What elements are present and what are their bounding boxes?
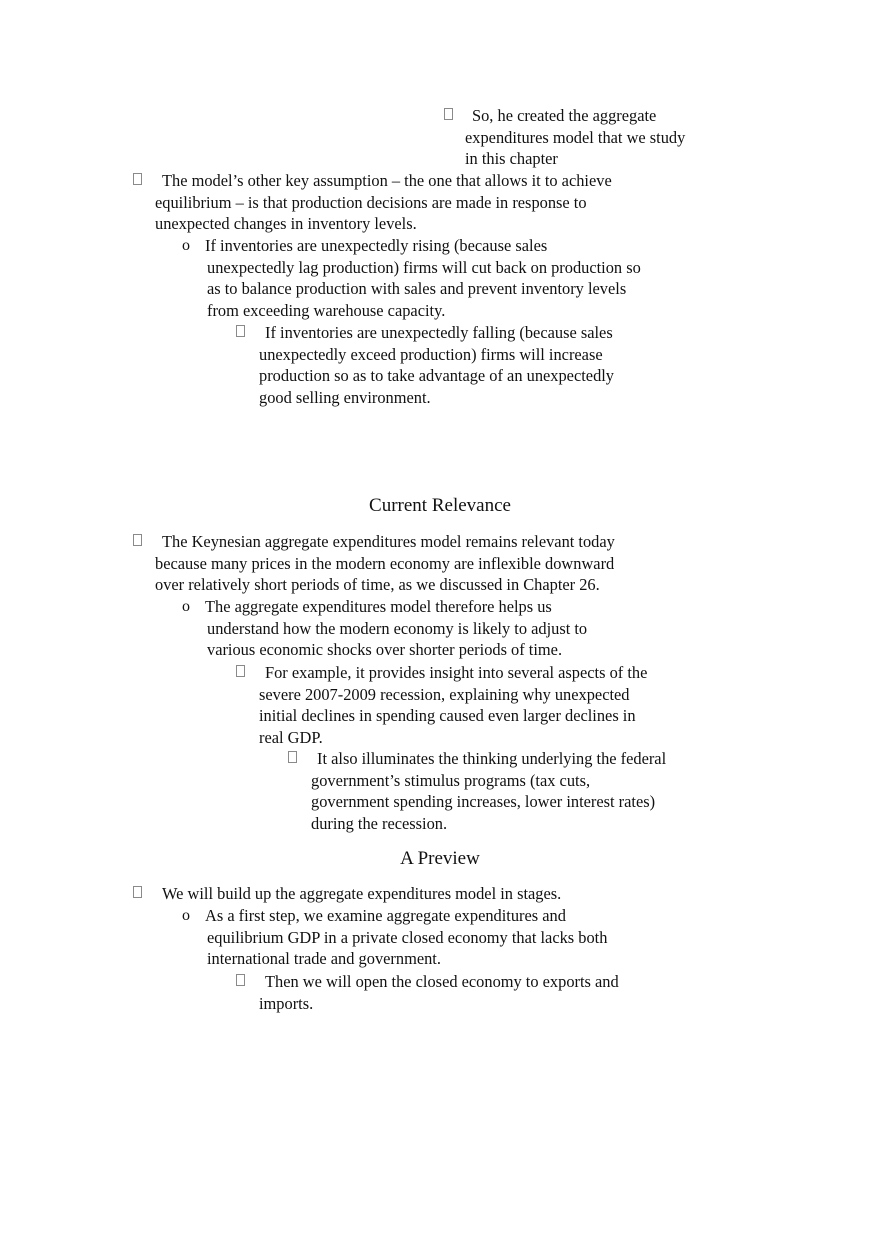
square-bullet-icon <box>133 173 142 185</box>
square-bullet-icon <box>236 325 245 337</box>
circle-bullet-icon: o <box>182 598 190 615</box>
text-line: various economic shocks over shorter periods of time. <box>207 640 563 660</box>
text-line: Then we will open the closed economy to exports and <box>265 972 619 991</box>
text-line: government spending increases, lower interest rates) <box>311 792 656 812</box>
text-line: initial declines in spending caused even larger declines in <box>259 706 636 726</box>
text-line: international trade and government. <box>207 949 441 969</box>
text-line: equilibrium – is that production decisions are made in response to <box>155 192 587 212</box>
text-line: because many prices in the modern economy are inflexible downward <box>155 553 615 573</box>
circle-bullet-icon: o <box>182 237 190 254</box>
text-line: unexpectedly lag production) firms will cut back on production so <box>207 257 641 277</box>
text-line: It also illuminates the thinking underlying the federal <box>317 749 667 768</box>
text-line: As a first step, we examine aggregate expenditures and <box>205 906 566 925</box>
section-heading-a-preview: A Preview <box>400 848 480 869</box>
text-line: understand how the modern economy is likely to adjust to <box>207 618 588 638</box>
circle-bullet-icon: o <box>182 907 190 924</box>
text-line: in this chapter <box>465 149 558 169</box>
text-line: The aggregate expenditures model therefore helps us <box>205 597 552 616</box>
bullet-item-first-step <box>182 905 607 970</box>
square-bullet-icon <box>444 108 453 120</box>
text-line: If inventories are unexpectedly rising (because sales <box>205 236 548 255</box>
text-line: as to balance production with sales and prevent inventory levels <box>207 279 627 299</box>
text-line: during the recession. <box>311 813 448 833</box>
text-line: unexpected changes in inventory levels. <box>155 214 417 234</box>
bullet-item-model-helps <box>182 596 587 661</box>
text-line: For example, it provides insight into several aspects of the <box>265 663 648 682</box>
bullet-item-inventories-rising <box>182 235 641 321</box>
text-line: real GDP. <box>259 727 323 747</box>
bullet-item-model-relevance <box>133 531 615 596</box>
text-line: good selling environment. <box>259 387 431 407</box>
text-line: The Keynesian aggregate expenditures model remains relevant today <box>162 532 615 551</box>
text-line: imports. <box>259 993 314 1013</box>
text-line: severe 2007-2009 recession, explaining why unexpected <box>259 684 630 704</box>
bullet-item-recession-example <box>236 662 647 748</box>
square-bullet-icon <box>288 751 297 763</box>
text-line: The model’s other key assumption – the one that allows it to achieve <box>162 171 612 190</box>
bullet-item-open-economy <box>236 971 619 1014</box>
bullet-item-aggregate-model-created <box>444 105 685 170</box>
bullet-item-stimulus-programs <box>288 748 666 834</box>
bullet-item-build-model <box>133 883 561 905</box>
square-bullet-icon <box>133 886 142 898</box>
text-line: If inventories are unexpectedly falling (because sales <box>265 323 613 342</box>
text-line: production so as to take advantage of an unexpectedly <box>259 366 615 386</box>
square-bullet-icon <box>236 665 245 677</box>
bullet-item-key-assumption <box>133 170 612 235</box>
text-line: expenditures model that we study <box>465 127 686 147</box>
text-line: We will build up the aggregate expenditures model in stages. <box>162 884 562 903</box>
text-line: equilibrium GDP in a private closed economy that lacks both <box>207 927 608 947</box>
bullet-item-inventories-falling <box>236 322 614 408</box>
section-heading-current-relevance: Current Relevance <box>369 495 511 516</box>
square-bullet-icon <box>133 534 142 546</box>
square-bullet-icon <box>236 974 245 986</box>
text-line: over relatively short periods of time, as we discussed in Chapter 26. <box>155 575 600 595</box>
text-line: government’s stimulus programs (tax cuts, <box>311 770 591 790</box>
text-line: from exceeding warehouse capacity. <box>207 300 446 320</box>
text-line: unexpectedly exceed production) firms will increase <box>259 344 603 364</box>
text-line: So, he created the aggregate <box>472 106 657 125</box>
